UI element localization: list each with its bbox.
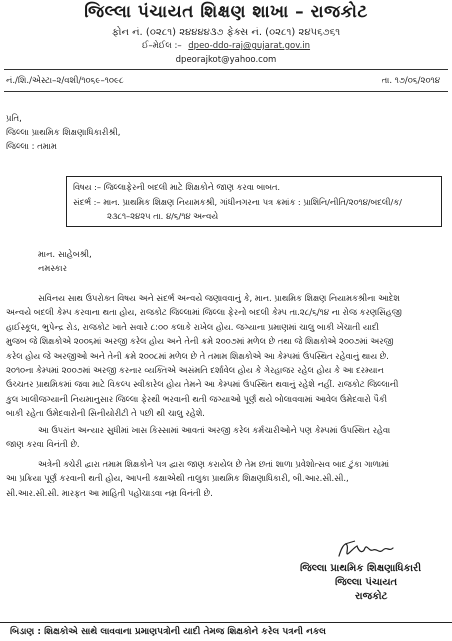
namaskar: નમસ્કાર <box>38 264 68 274</box>
signatory-city: રાજકોટ <box>355 591 388 602</box>
paragraph-line: ૨૦૧૦ના કેમ્પમાં ૨૦૦૭માં અરજી કરનાર વ્યક્તિએ અસંમતિ દર્શાવેલ હોય કે ગેરહાજર રહેલ હોય કે આ દરમ્યાન <box>6 364 384 375</box>
recipient-district: જિલ્લા : તમામ <box>6 142 57 152</box>
body-paragraph-2 <box>6 423 390 452</box>
body-paragraph-1 <box>6 291 402 421</box>
signatory-org: જિલ્લા પંચાયત <box>335 577 398 588</box>
paragraph-line: સવિનય સાથ ઉપરોક્ત વિષય અને સંદર્ભ અન્વયે જણાવવાનું કે, માન. પ્રાથમિક શિક્ષણ નિયામકશ્રીના આદેશ <box>38 293 400 303</box>
body-paragraph-3 <box>6 457 389 500</box>
recipient-office: જિલ્લા પ્રાથમિક શિક્ષણાધિકારીશ્રી, <box>6 128 121 138</box>
letterhead-phone-fax: ફોન નં. (૦૨૮૧) ૨૪૪૪૪૩૭ ફેક્સ નં. (૦૨૮૧) ૨૪૫૬૭૬૧ <box>111 27 341 38</box>
reference-divider <box>4 91 448 92</box>
salutation: માન. સાહેબશ્રી, <box>38 250 92 260</box>
paragraph-line: ઉચ્ચતર પ્રાથમિકમાં જવા માટે વિકલ્પ સ્વીકારેલ હોય તેમને આ કેમ્પમાં ઉપસ્થિત થવાનું રહેશે નહીં. રાજકોટ જિલ્લાની <box>6 379 399 390</box>
paragraph-line: કુલ ખાલીજગ્યાની નિયમાનુસાર જિલ્લા ફેરથી ભરવાની થતી જગ્યાઓ પૂર્ણ થયે બોલાવવામાં આવેલ ઉમેદવારો પૈકી <box>6 393 388 404</box>
paragraph-line: હાઈસ્કૂલ, ભુપેન્દ્ર રોડ, રાજકોટ ખાતે સવારે ૮:૦૦ કલાકે રાખેલ હોય. જગ્યાના પ્રમાણમાં ચાલુ બાકી ખેંચાતી યાદી <box>6 321 379 332</box>
letterhead-email-line <box>0 41 452 51</box>
signatory-title: જિલ્લા પ્રાથમિક શિક્ષણાધિકારી <box>300 563 422 574</box>
email-text-2: dpeorajkot@yahoo.com <box>175 55 277 65</box>
reference-line-cont: ૨૩૮૧–૨૪૨૫ તા. ૪/૬/૧૪ અન્વયે <box>107 211 219 221</box>
paragraph-line: અત્રેની ક્ચેરી દ્વારા તમામ શિક્ષકોને પત્ર દ્વારા જાણ કરાયેલ છે તેમ છતાં શાળા પ્રવેશોત્સવ બાદ ટુંકા ગાળામાં <box>38 459 390 469</box>
handwritten-signature <box>335 538 395 562</box>
reference-line: સંદર્ભ :– માન. પ્રાથમિક શિક્ષણ નિયામકશ્રી, ગાંધીનગરના પત્ર ક્રમાંક : પ્રાશિનિ/નીતિ/૨૦૧૪/બદલી/ક/ <box>73 197 402 207</box>
paragraph-line: બાકી રહેતા ઉમેદવારોની સિનીયોરીટી તે પછી થી ચાલુ રહેશે. <box>6 408 205 419</box>
reference-date: તા. ૧૭/૦૬/૨૦૧૪ <box>381 76 440 86</box>
subject-line: વિષય :– જિલ્લાફેરની બદલી માટે શિક્ષકોને જાણ કરવા બાબત. <box>73 182 281 192</box>
recipient-to: પ્રતિ, <box>6 114 22 124</box>
paragraph-line: સી.આર.સી.સી. મારફત આ માહિતી પહોંચાડવા નમ્ર વિનંતી છે. <box>6 487 213 498</box>
reference-number: નં./શિ./એસ્ટા–૨/વશી/૧૦૬૯–૧૦૯૮ <box>6 76 124 86</box>
paragraph-line: કરેલ હોય જે અરજીઓ અને તેની ક્રમે ૨૦૦૮માં મળેલ છે તે તમામ શિક્ષકોએ આ કેમ્પમાં ઉપસ્થિત રહેવાનું થાય છે. <box>6 350 389 361</box>
email-link-1[interactable]: dpeo-ddo-raj@gujarat.gov.in <box>188 41 311 51</box>
paragraph-line: આ ઉપરાંત અન્યાર સુધીમાં ખાસ કિસ્સામાં આવતાં અરજી કરેલ કર્મચારીઓને પણ કેમ્પમાં ઉપસ્થિત રહેવા <box>38 425 391 435</box>
letterhead-title: જિલ્લા પંચાયત શિક્ષણ શાખા – રાજકોટ <box>84 2 368 22</box>
paragraph-line: મુજબ જે શિક્ષકોએ ૨૦૦૬માં અરજી કરેલ હોય અને તેની ક્રમે ૨૦૦૭માં મળેલ છે તથા જે શિક્ષકોએ ૨૦૦૭માં અરજી <box>6 336 394 347</box>
email-label: ઈ–મેઈલ :– <box>141 41 182 51</box>
subject-box <box>66 176 442 227</box>
paragraph-line: આ પ્રક્રિયા પૂર્ણ કરવાની થતી હોય, આપની કક્ષાએથી તાલુકા પ્રાથમિક શિક્ષણાધિકારી, બી.આર.સી.સી., <box>6 473 349 484</box>
paragraph-line: અન્વયે બદલી કેમ્પ કરવાના થતા હોય, રાજકોટ જિલ્લામાં જિલ્લા ફેરનો બદલી કેમ્પ તા.૨૮/૬/૧૪ ના રોજ કરણસિંહજી <box>6 307 402 318</box>
header-divider <box>4 69 448 70</box>
paragraph-line: જાણ કરવા વિનંતી છે. <box>6 439 80 450</box>
enclosure-note: બિડાણ : શિક્ષકોએ સાથે લાવવાના પ્રમાણપત્રોની યાદી તેમજ શિક્ષકોને કરેલ પત્રની નકલ <box>0 622 452 640</box>
